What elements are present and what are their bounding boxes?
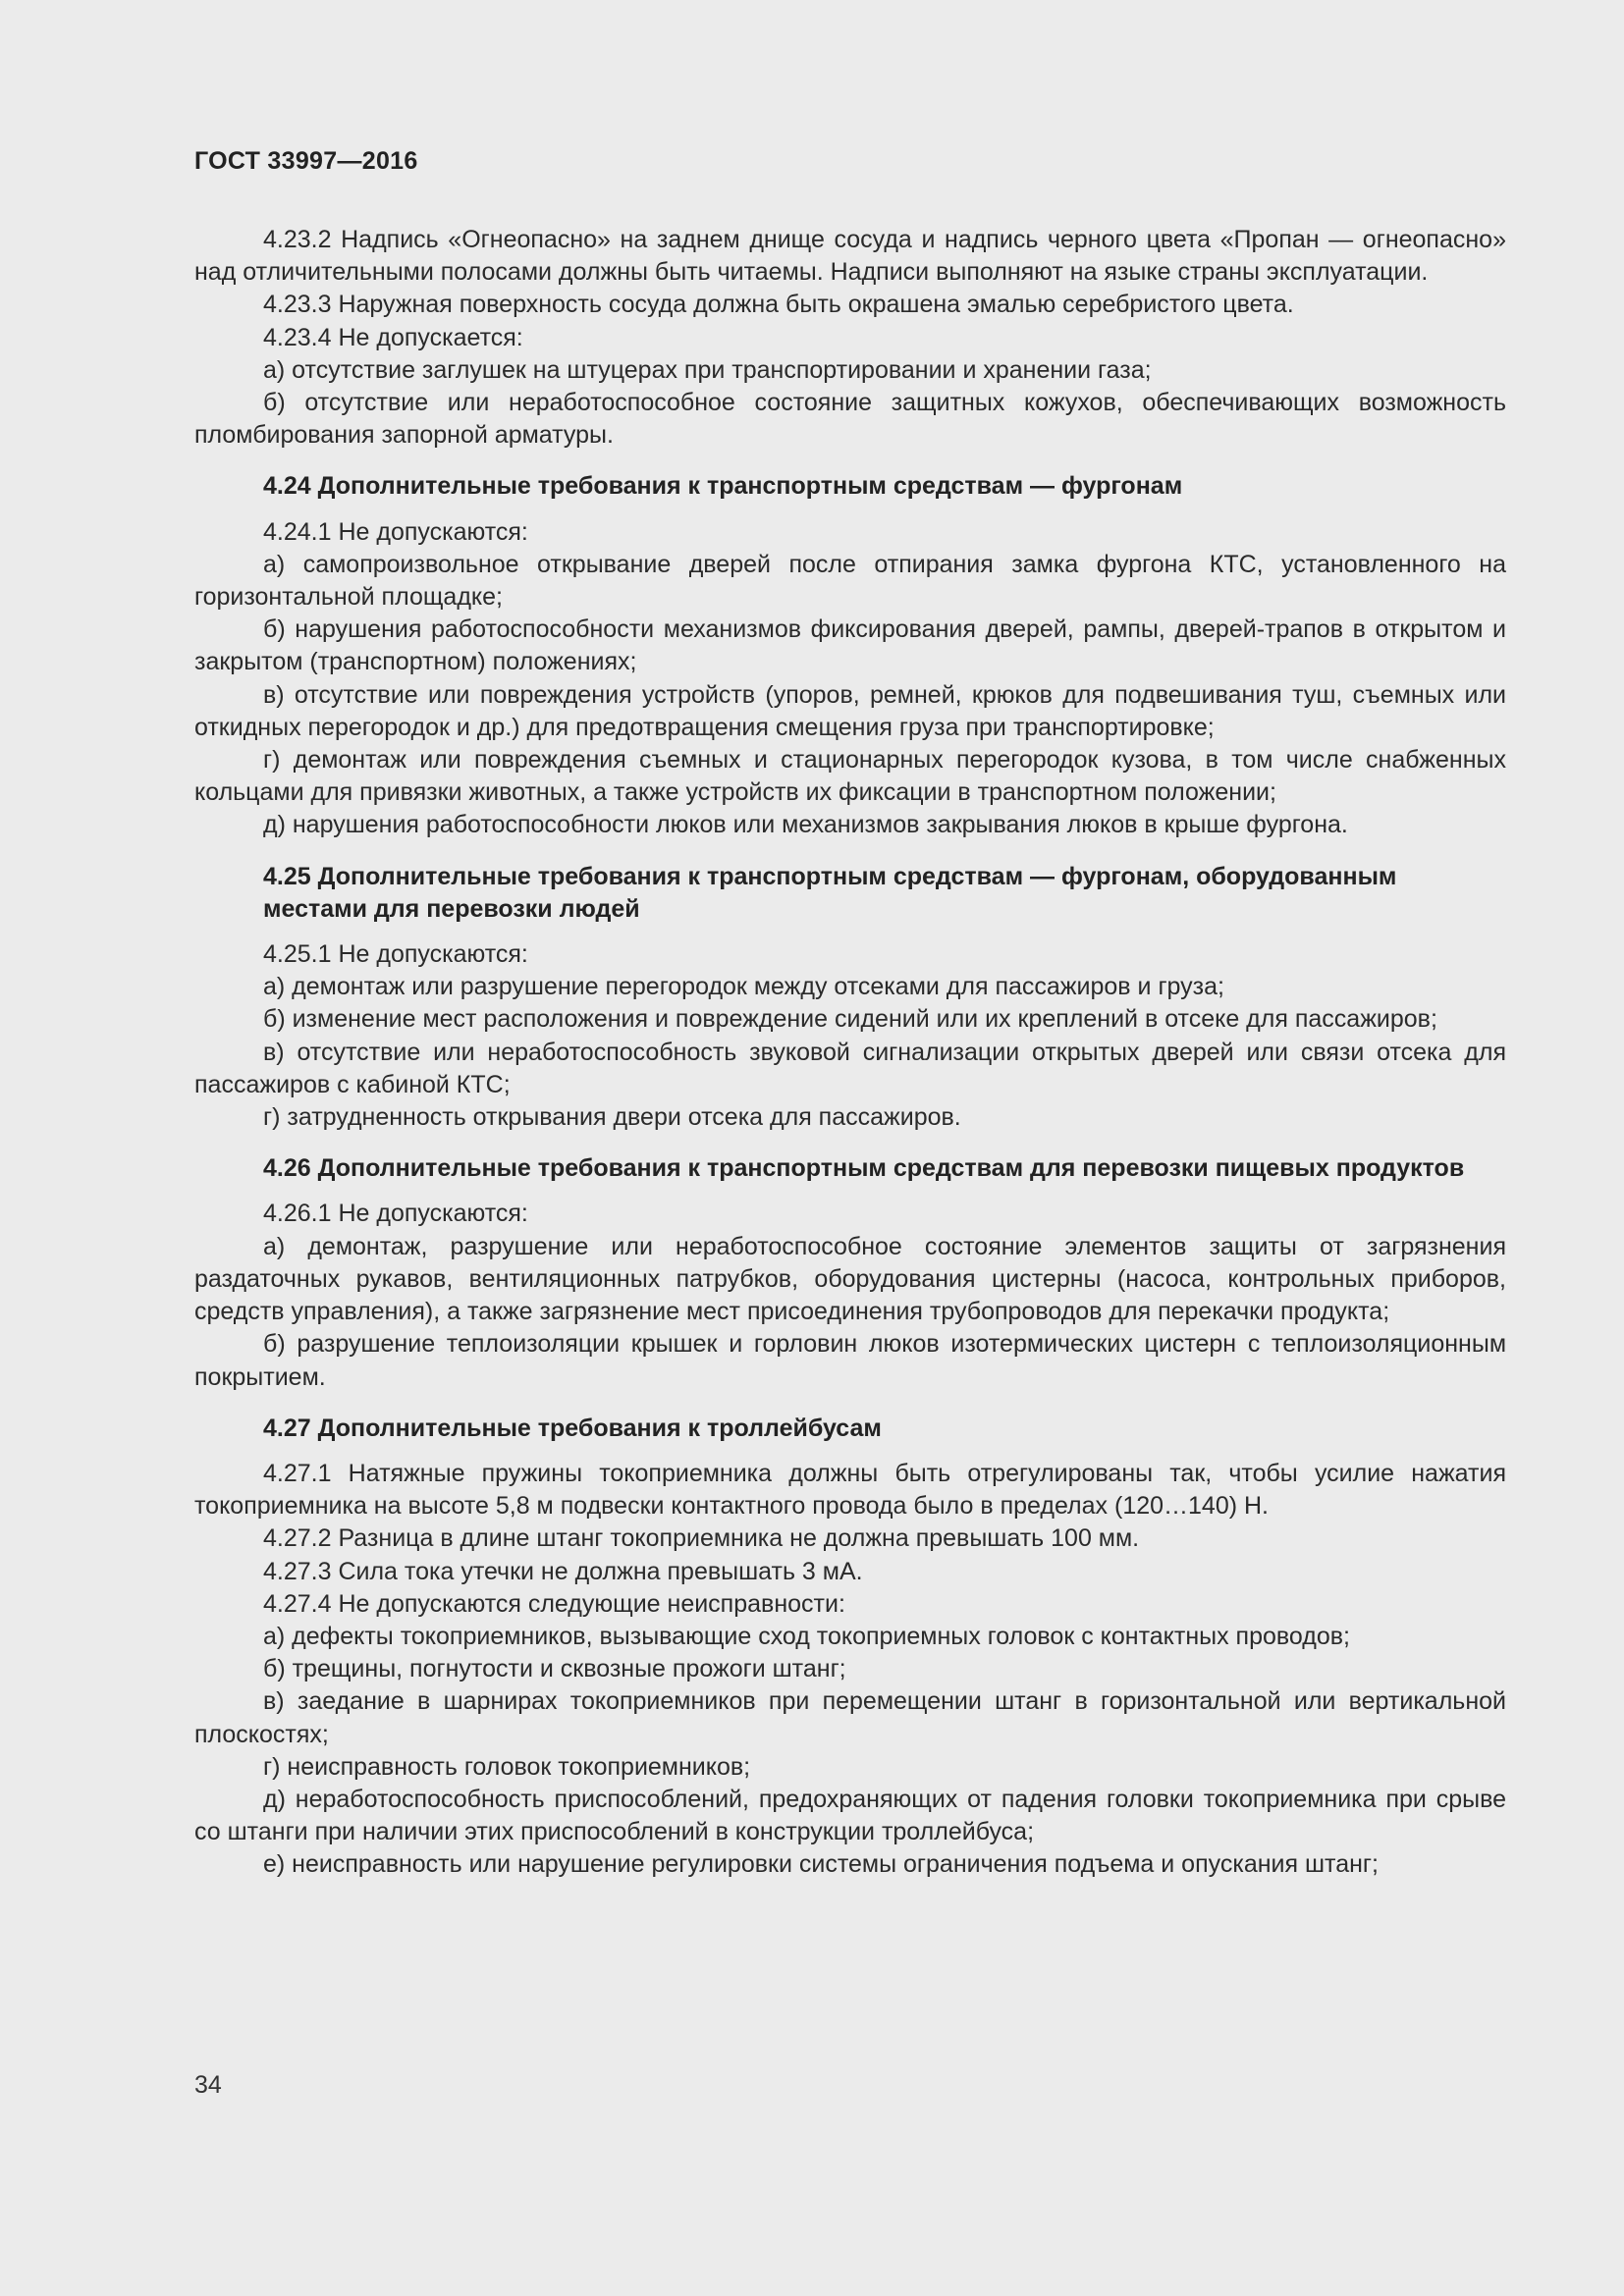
list-item: б) изменение мест расположения и повреждение сидений или их креплений в отсеке для пассажиров; xyxy=(263,1005,1437,1034)
list-item: б) нарушения работоспособности механизмов фиксирования дверей, рампы, дверей-трапов в открытом и закрытом (транспортном) положениях; xyxy=(194,615,1506,676)
document-header: ГОСТ 33997—2016 xyxy=(194,147,418,175)
list-item: г) затрудненность открывания двери отсека для пассажиров. xyxy=(263,1103,961,1132)
paragraph-4-27-2: 4.27.2 Разница в длине штанг токоприемника не должна превышать 100 мм. xyxy=(263,1524,1140,1553)
list-item: в) заедание в шарнирах токоприемников при перемещении штанг в горизонтальной или вертикальной плоскостях; xyxy=(194,1687,1506,1748)
paragraph-4-25-1: 4.25.1 Не допускаются: xyxy=(263,940,528,969)
list-item: в) отсутствие или неработоспособность звуковой сигнализации открытых дверей или связи отсека для пассажиров с кабиной КТС; xyxy=(194,1038,1506,1098)
section-heading-4-25: 4.25 Дополнительные требования к транспортным средствам — фургонам, оборудованным местами для перевозки людей xyxy=(263,862,1397,923)
list-item: а) отсутствие заглушек на штуцерах при транспортировании и хранении газа; xyxy=(263,355,1152,384)
paragraph-4-24-1: 4.24.1 Не допускаются: xyxy=(263,517,528,546)
paragraph-4-27-1: 4.27.1 Натяжные пружины токоприемника должны быть отрегулированы так, чтобы усилие нажатия токоприемника на высоте 5,8 м подвески контактного провода было в пределах (120…140) Н. xyxy=(194,1459,1506,1521)
document-body xyxy=(194,224,1506,1882)
section-heading-4-27: 4.27 Дополнительные требования к троллейбусам xyxy=(263,1414,882,1442)
list-item: а) демонтаж или разрушение перегородок между отсеками для пассажиров и груза; xyxy=(263,973,1224,1001)
list-item: д) неработоспособность приспособлений, предохраняющих от падения головки токоприемника при срыве со штанги при наличии этих приспособлений в конструкции троллейбуса; xyxy=(194,1785,1506,1846)
page-number: 34 xyxy=(194,2071,222,2099)
list-item: б) отсутствие или неработоспособное состояние защитных кожухов, обеспечивающих возможность пломбирования запорной арматуры. xyxy=(194,389,1506,450)
list-item: г) неисправность головок токоприемников; xyxy=(263,1752,751,1781)
paragraph-4-23-3: 4.23.3 Наружная поверхность сосуда должна быть окрашена эмалью серебристого цвета. xyxy=(263,291,1294,319)
list-item: а) демонтаж, разрушение или неработоспособное состояние элементов защиты от загрязнения раздаточных рукавов, вентиляционных патрубков, оборудования цистерны (насоса, контрольных приборов, средств управления), а также загрязнение мест присоединения трубопроводов для перекачки продукта; xyxy=(194,1232,1506,1326)
section-heading-4-24: 4.24 Дополнительные требования к транспортным средствам — фургонам xyxy=(263,472,1183,501)
list-item: а) дефекты токоприемников, вызывающие сход токоприемных головок с контактных проводов; xyxy=(263,1622,1350,1650)
paragraph-4-23-2: 4.23.2 Надпись «Огнеопасно» на заднем днище сосуда и надпись черного цвета «Пропан — огнеопасно» над отличительными полосами должны быть читаемы. Надписи выполняют на языке страны эксплуатации. xyxy=(194,226,1506,287)
paragraph-4-27-4: 4.27.4 Не допускаются следующие неисправности: xyxy=(263,1589,845,1618)
list-item: д) нарушения работоспособности люков или механизмов закрывания люков в крыше фургона. xyxy=(263,811,1348,839)
list-item: в) отсутствие или повреждения устройств (упоров, ремней, крюков для подвешивания туш, съемных или откидных перегородок и др.) для предотвращения смещения груза при транспортировке; xyxy=(194,680,1506,741)
list-item: г) демонтаж или повреждения съемных и стационарных перегородок кузова, в том числе снабженных кольцами для привязки животных, а также устройств их фиксации в транспортном положении; xyxy=(194,746,1506,807)
list-item: е) неисправность или нарушение регулировки системы ограничения подъема и опускания штанг; xyxy=(263,1850,1379,1879)
list-item: а) самопроизвольное открывание дверей после отпирания замка фургона КТС, установленного на горизонтальной площадке; xyxy=(194,550,1506,612)
paragraph-4-26-1: 4.26.1 Не допускаются: xyxy=(263,1200,528,1228)
paragraph-4-27-3: 4.27.3 Сила тока утечки не должна превышать 3 мА. xyxy=(263,1557,863,1585)
paragraph-4-23-4: 4.23.4 Не допускается: xyxy=(263,323,523,351)
section-heading-4-26: 4.26 Дополнительные требования к транспортным средствам для перевозки пищевых продуктов xyxy=(263,1154,1465,1183)
list-item: б) трещины, погнутости и сквозные прожоги штанг; xyxy=(263,1655,846,1683)
list-item: б) разрушение теплоизоляции крышек и горловин люков изотермических цистерн с теплоизоляционным покрытием. xyxy=(194,1330,1506,1391)
